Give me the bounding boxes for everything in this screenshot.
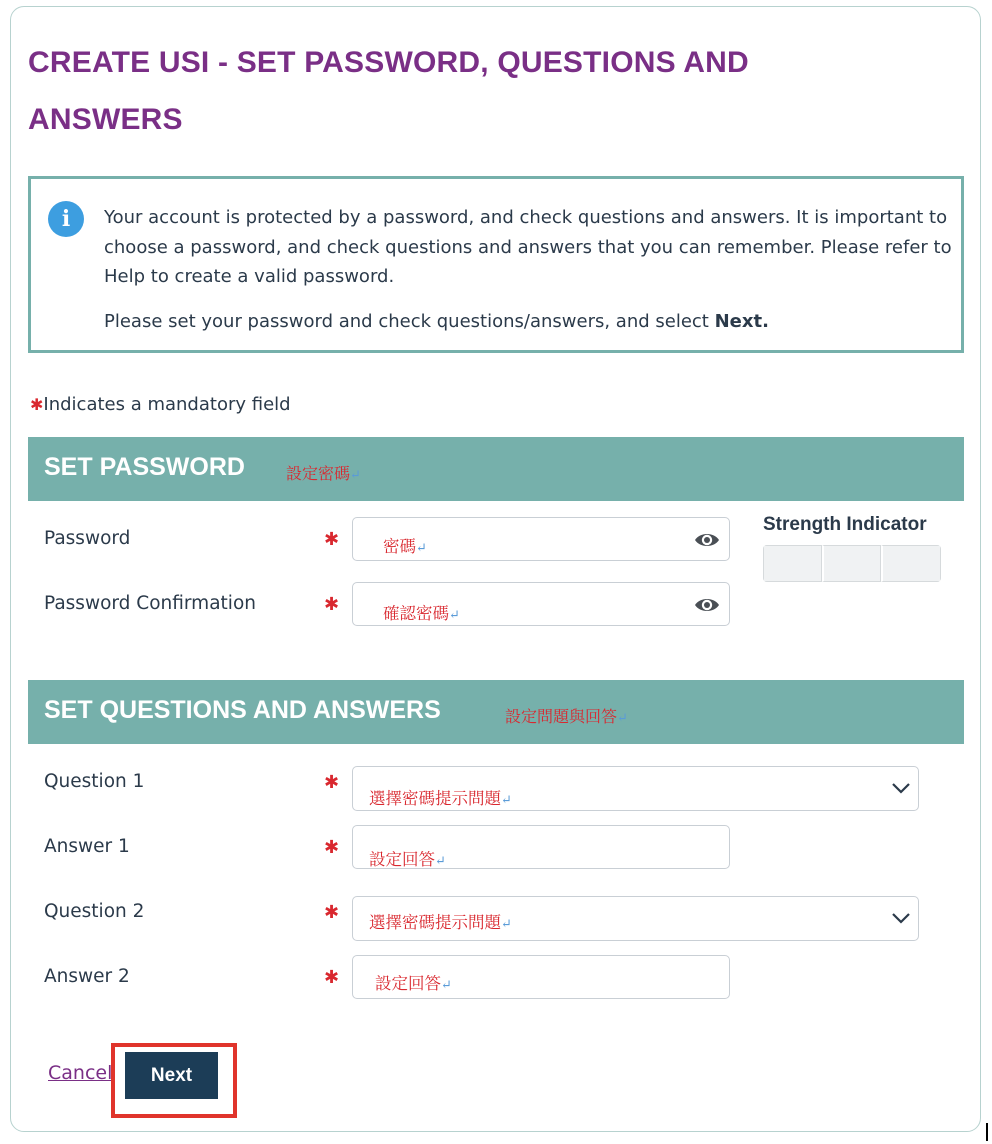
info-icon: i xyxy=(48,201,84,237)
password-section-annotation-text: 設定密碼 xyxy=(286,464,351,483)
password-input[interactable] xyxy=(352,517,730,561)
question-1-annotation-text: 選擇密碼提示問題 xyxy=(369,789,501,808)
password-confirmation-annotation-text: 確認密碼 xyxy=(383,604,449,623)
answer-2-required-star-icon: ✱ xyxy=(324,967,340,988)
answer-1-label: Answer 1 xyxy=(44,836,130,857)
chevron-down-icon[interactable] xyxy=(890,909,912,927)
mandatory-note-text: Indicates a mandatory field xyxy=(43,394,291,415)
info-box xyxy=(28,176,964,353)
strength-segment xyxy=(763,545,822,582)
cancel-link[interactable]: Cancel xyxy=(48,1062,113,1084)
password-confirmation-label: Password Confirmation xyxy=(44,593,256,614)
password-confirmation-input[interactable] xyxy=(352,582,730,626)
page-title: CREATE USI - SET PASSWORD, QUESTIONS AND ANSWERS xyxy=(28,46,749,136)
strength-indicator-bar xyxy=(763,545,941,582)
questions-section-title: SET QUESTIONS AND ANSWERS xyxy=(44,696,441,724)
password-required-star-icon: ✱ xyxy=(324,529,340,550)
annotation-mark: ↵ xyxy=(350,468,361,483)
strength-segment xyxy=(881,545,941,582)
next-button[interactable]: Next xyxy=(125,1052,218,1099)
info-text: Your account is protected by a password, and check questions and answers. It is important to choose a password, and check questions and answers that you can remember. Please refer to Help to create a valid password. xyxy=(104,207,952,287)
chevron-down-icon[interactable] xyxy=(890,779,912,797)
question-2-annotation-text: 選擇密碼提示問題 xyxy=(369,913,501,932)
password-section-annotation xyxy=(286,461,361,484)
question-2-select[interactable] xyxy=(352,896,919,941)
question-1-required-star-icon: ✱ xyxy=(324,772,340,793)
password-section-header xyxy=(28,437,964,501)
password-annotation xyxy=(383,533,427,557)
annotation-mark: ↵ xyxy=(449,608,460,623)
annotation-mark: ↵ xyxy=(617,711,628,726)
question-2-annotation xyxy=(369,909,512,933)
info-instruction-prefix: Please set your password and check questions/answers, and select xyxy=(104,311,715,332)
info-instruction-bold: Next. xyxy=(714,311,769,332)
text-cursor xyxy=(986,1123,988,1141)
password-label: Password xyxy=(44,528,131,549)
annotation-mark: ↵ xyxy=(416,541,427,556)
annotation-mark: ↵ xyxy=(435,854,446,869)
questions-section-annotation xyxy=(505,704,628,727)
password-annotation-text: 密碼 xyxy=(383,537,416,556)
answer-2-annotation-text: 設定回答 xyxy=(375,974,441,993)
answer-2-label: Answer 2 xyxy=(44,966,130,987)
strength-segment xyxy=(822,545,882,582)
annotation-mark: ↵ xyxy=(441,978,452,993)
info-instruction xyxy=(104,307,954,336)
question-2-required-star-icon: ✱ xyxy=(324,902,340,923)
questions-section-annotation-text: 設定問題與回答 xyxy=(505,707,618,726)
mandatory-star-icon: ✱ xyxy=(30,395,44,414)
questions-section-header xyxy=(28,680,964,744)
eye-icon[interactable] xyxy=(693,594,721,616)
question-2-label: Question 2 xyxy=(44,901,145,922)
mandatory-note xyxy=(30,394,291,415)
annotation-mark: ↵ xyxy=(501,793,512,808)
question-1-label: Question 1 xyxy=(44,771,145,792)
answer-1-annotation xyxy=(369,846,446,870)
question-1-select[interactable] xyxy=(352,766,919,811)
eye-icon[interactable] xyxy=(693,529,721,551)
answer-1-input[interactable] xyxy=(352,825,730,869)
question-1-annotation xyxy=(369,785,512,809)
answer-2-annotation xyxy=(375,970,452,994)
annotation-mark: ↵ xyxy=(501,917,512,932)
password-confirmation-annotation xyxy=(383,600,460,624)
answer-1-annotation-text: 設定回答 xyxy=(369,850,435,869)
answer-1-required-star-icon: ✱ xyxy=(324,837,340,858)
strength-indicator-label: Strength Indicator xyxy=(763,514,927,535)
answer-2-input[interactable] xyxy=(352,955,730,999)
password-confirmation-required-star-icon: ✱ xyxy=(324,594,340,615)
password-section-title: SET PASSWORD xyxy=(44,453,245,481)
